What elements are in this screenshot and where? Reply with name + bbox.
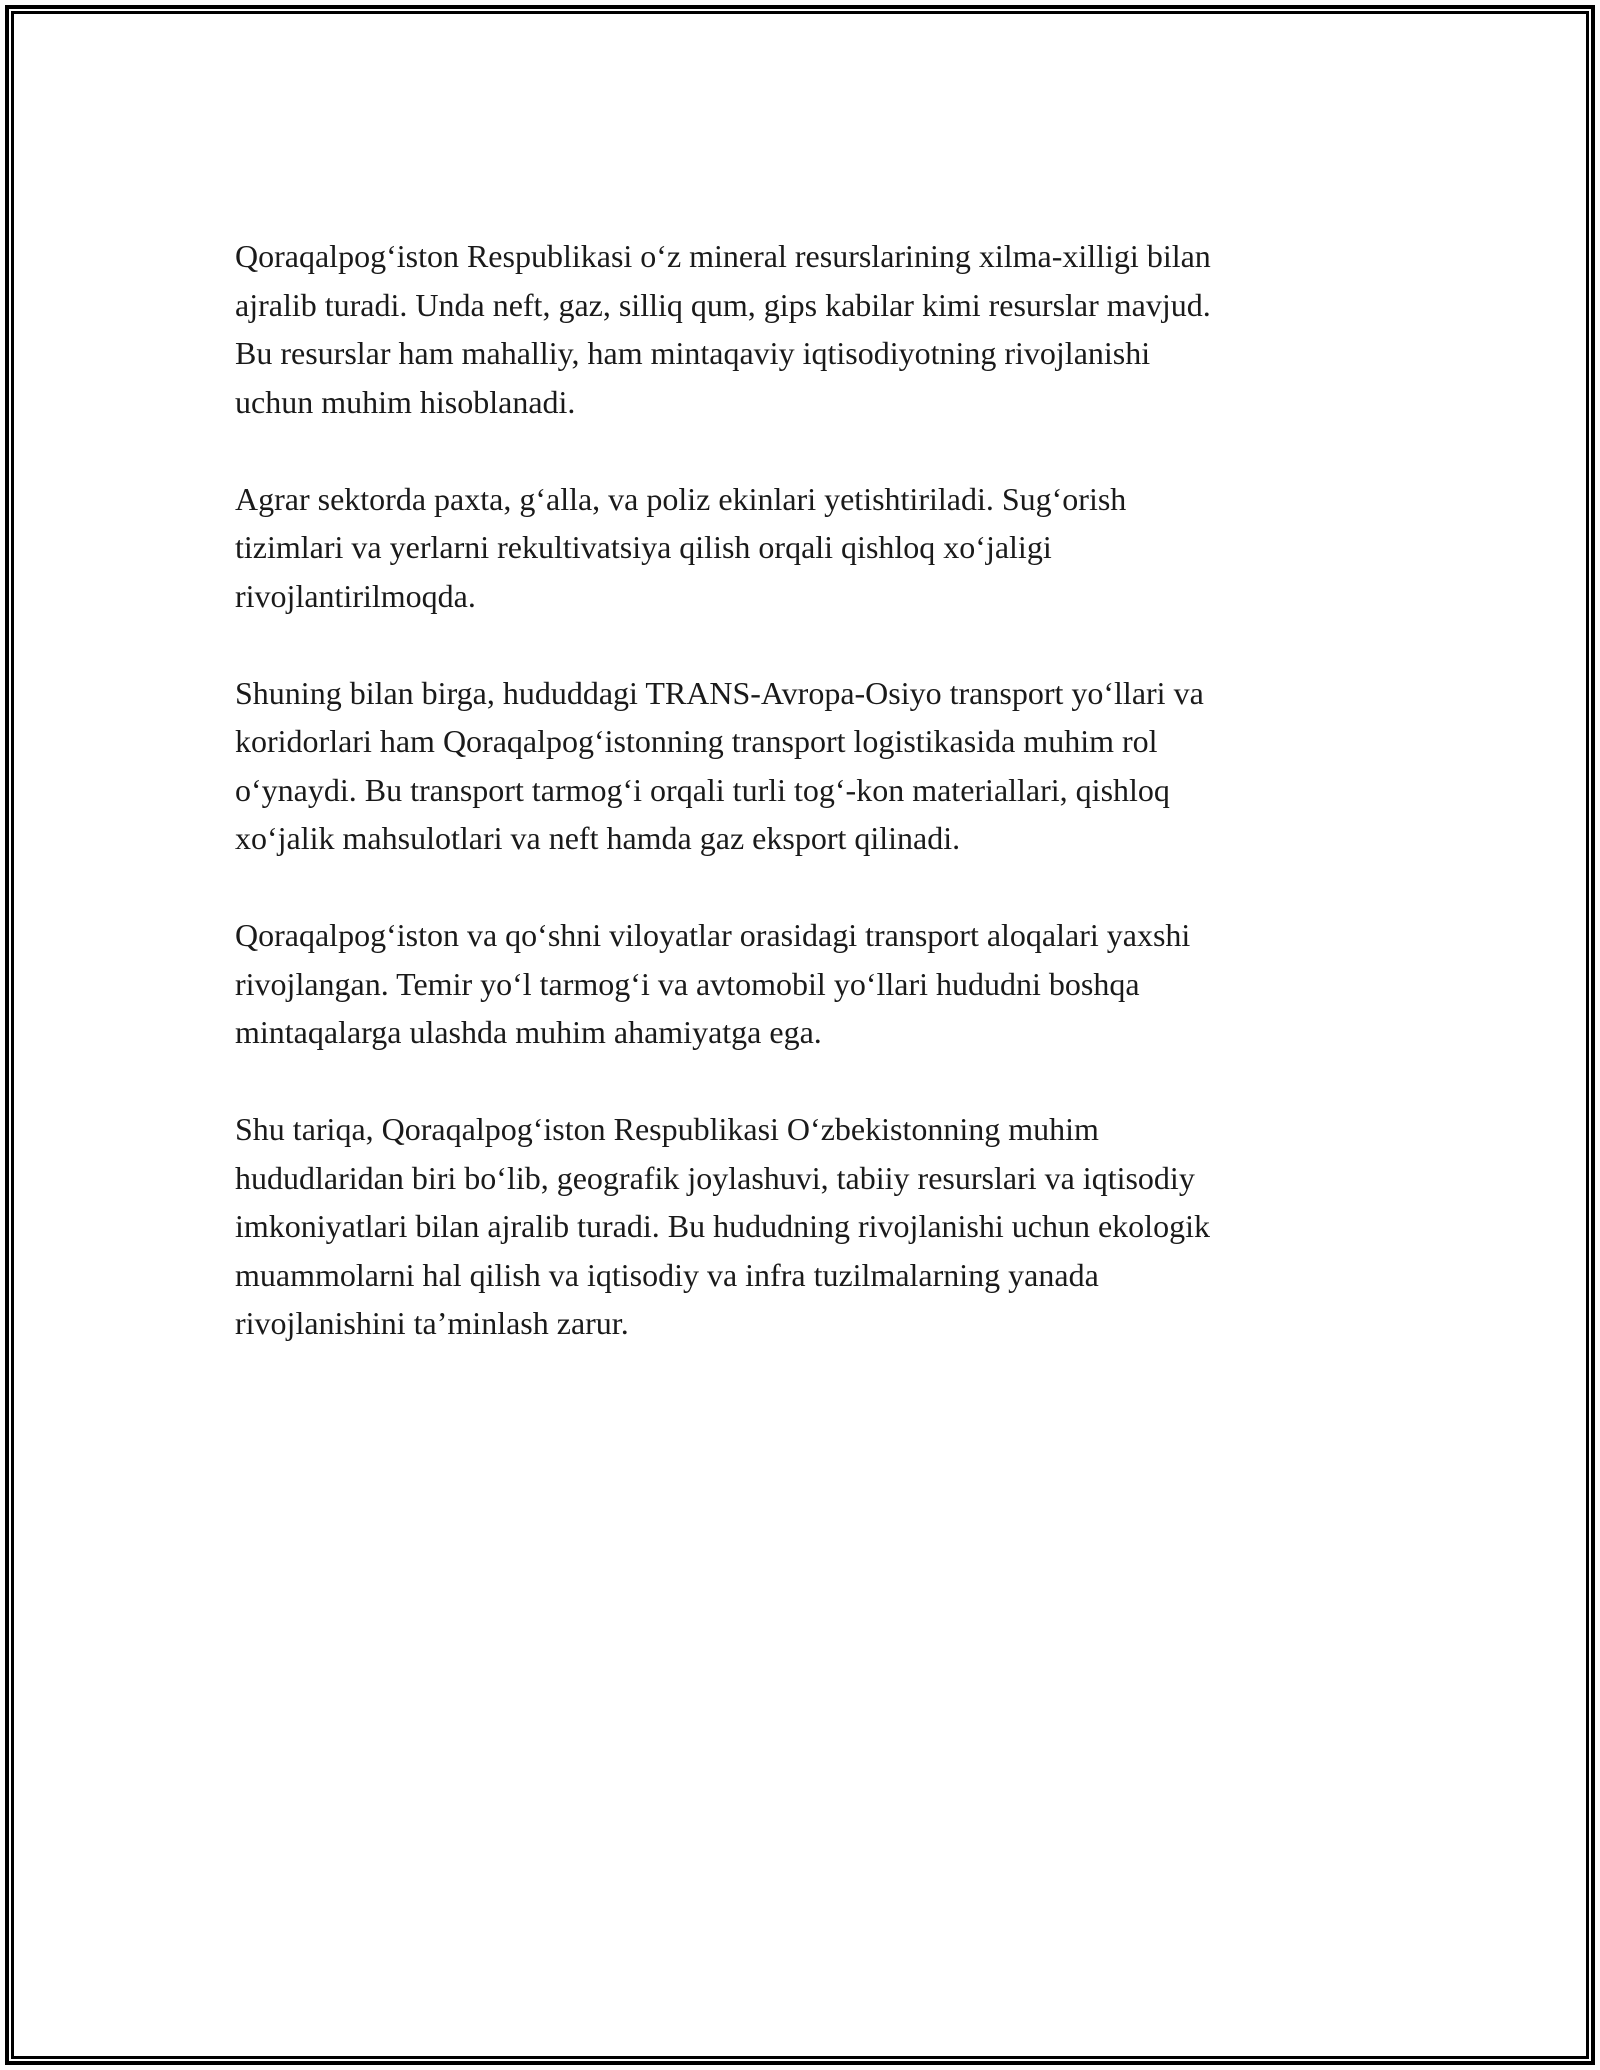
document-body [235, 232, 1375, 1396]
paragraph-regional-links: Qoraqalpog‘iston va qo‘shni viloyatlar orasidagi transport aloqalari yaxshi rivojlangan. Temir yo‘l tarmog‘i va avtomobil yo‘llari hududni boshqa mintaqalarga ulashda muhim ahamiyatga ega. [235, 917, 1191, 1050]
paragraph-conclusion: Shu tariqa, Qoraqalpog‘iston Respublikasi O‘zbekistonning muhim hududlaridan biri bo‘lib, geografik joylashuvi, tabiiy resurslari va iqtisodiy imkoniyatlari bilan ajralib turadi. Bu hududning rivojlanishi uchun ekologik muammolarni hal qilish va iqtisodiy va infra tuzilmalarning yanada rivojlanishini ta’minlash zarur. [235, 1111, 1210, 1341]
paragraph-agrarian-sector: Agrar sektorda paxta, g‘alla, va poliz ekinlari yetishtiriladi. Sug‘orish tizimlari va yerlarni rekultivatsiya qilish orqali qishloq xo‘jaligi rivojlantirilmoqda. [235, 480, 1127, 614]
paragraph-transport-corridors: Shuning bilan birga, hududdagi TRANS-Avropa-Osiyo transport yo‘llari va koridorlari ham Qoraqalpog‘istonning transport logistikasida muhim rol o‘ynaydi. Bu transport tarmog‘i orqali turli tog‘-kon materiallari, qishloq xo‘jalik mahsulotlari va neft hamda gaz eksport qilinadi. [235, 674, 1204, 856]
paragraph-mineral-resources: Qoraqalpog‘iston Respublikasi o‘z mineral resurslarining xilma-xilligi bilan ajralib turadi. Unda neft, gaz, silliq qum, gips kabilar kimi resurslar mavjud. Bu resurslar ham mahalliy, ham mintaqaviy iqtisodiyotning rivojlanishi uchun muhim hisoblanadi. [235, 238, 1211, 420]
